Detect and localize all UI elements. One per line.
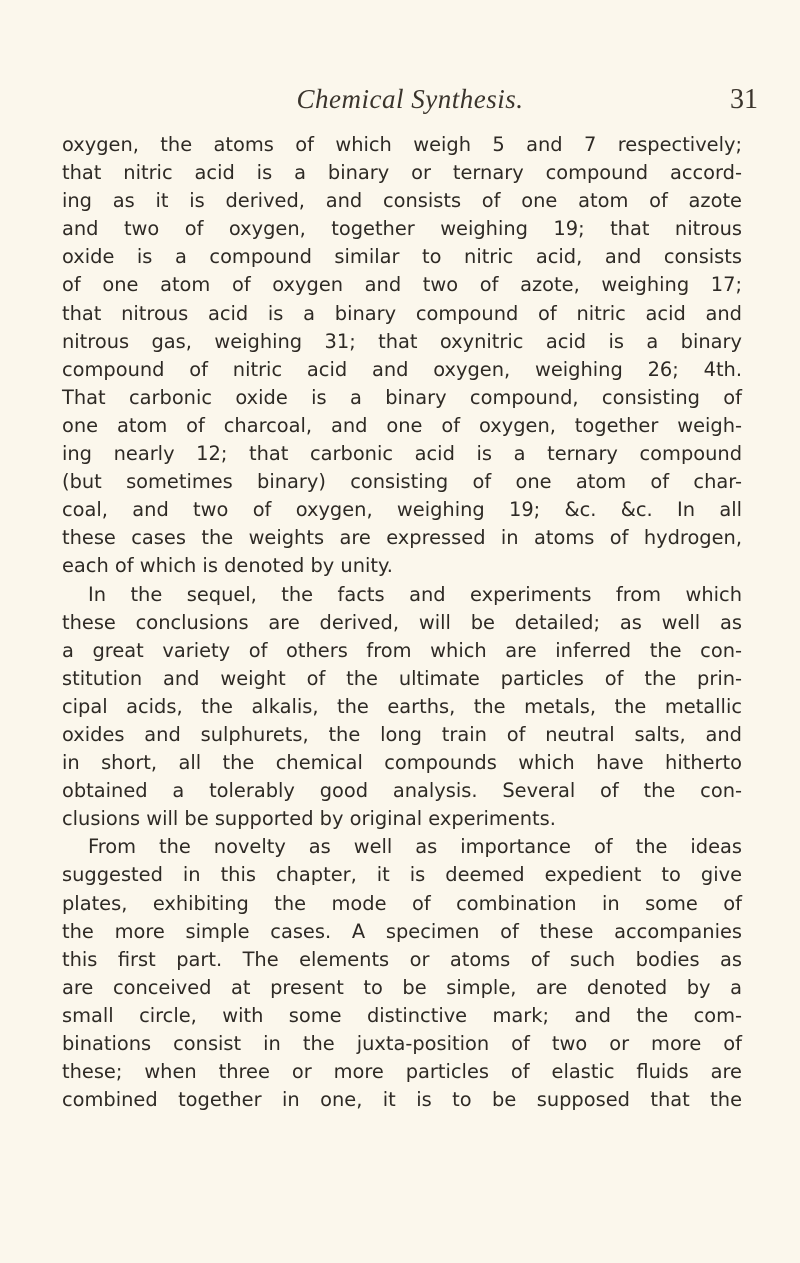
text-line: stitution and weight of the ultimate particles of the prin- xyxy=(62,666,742,690)
text-line: plates, exhibiting the mode of combination in some of xyxy=(62,891,742,915)
text-line: these; when three or more particles of elastic fluids are xyxy=(62,1060,742,1084)
text-line: oxygen, the atoms of which weigh 5 and 7 respectively; xyxy=(62,133,742,156)
text-line: that nitric acid is a binary or ternary compound accord- xyxy=(62,161,742,185)
text-line: (but sometimes binary) consisting of one atom of char- xyxy=(62,470,742,494)
text-line: binations consist in the juxta-position of two or more of xyxy=(62,1032,742,1055)
text-line: of one atom of oxygen and two of azote, weighing 17; xyxy=(62,273,742,297)
text-line: coal, and two of oxygen, weighing 19; &c. &c. In all xyxy=(62,498,742,522)
text-line: oxide is a compound similar to nitric acid, and consists xyxy=(62,245,742,269)
text-line: the more simple cases. A specimen of these accompanies xyxy=(62,919,742,943)
body-text xyxy=(62,131,742,1114)
text-line: That carbonic oxide is a binary compound, consisting of xyxy=(62,385,742,409)
text-line: these cases the weights are expressed in atoms of hydrogen, xyxy=(62,526,742,550)
text-line: one atom of charcoal, and one of oxygen, together weigh- xyxy=(62,413,742,437)
text-line: cipal acids, the alkalis, the earths, the metals, the metallic xyxy=(62,694,742,718)
text-line: combined together in one, it is to be supposed that the xyxy=(62,1088,742,1112)
text-line: are conceived at present to be simple, are denoted by a xyxy=(62,975,742,999)
running-title: Chemical Synthesis. xyxy=(296,84,524,114)
text-line: ing as it is derived, and consists of one atom of azote xyxy=(62,189,742,213)
text-line: small circle, with some distinctive mark; and the com- xyxy=(62,1003,742,1027)
text-line: in short, all the chemical compounds which have hitherto xyxy=(62,751,742,775)
text-line: that nitrous acid is a binary compound of nitric acid and xyxy=(62,301,742,325)
text-line: nitrous gas, weighing 31; that oxynitric acid is a binary xyxy=(62,329,742,353)
text-line: obtained a tolerably good analysis. Several of the con- xyxy=(62,779,742,803)
text-line: suggested in this chapter, it is deemed expedient to give xyxy=(62,863,742,887)
page-number: 31 xyxy=(730,84,758,115)
text-line: compound of nitric acid and oxygen, weighing 26; 4th. xyxy=(62,357,742,381)
text-line: each of which is denoted by unity. xyxy=(62,554,393,578)
text-line: oxides and sulphurets, the long train of neutral salts, and xyxy=(62,722,742,746)
text-line: In the sequel, the facts and experiments from which xyxy=(88,582,742,606)
text-line: and two of oxygen, together weighing 19; that nitrous xyxy=(62,217,742,241)
text-line: these conclusions are derived, will be detailed; as well as xyxy=(62,610,742,634)
text-line: clusions will be supported by original experiments. xyxy=(62,807,556,831)
text-line: From the novelty as well as importance of the ideas xyxy=(88,835,742,859)
text-line: this first part. The elements or atoms of such bodies as xyxy=(62,947,742,971)
page-header xyxy=(60,84,760,124)
text-line: ing nearly 12; that carbonic acid is a ternary compound xyxy=(62,442,742,466)
text-line: a great variety of others from which are inferred the con- xyxy=(62,638,742,662)
